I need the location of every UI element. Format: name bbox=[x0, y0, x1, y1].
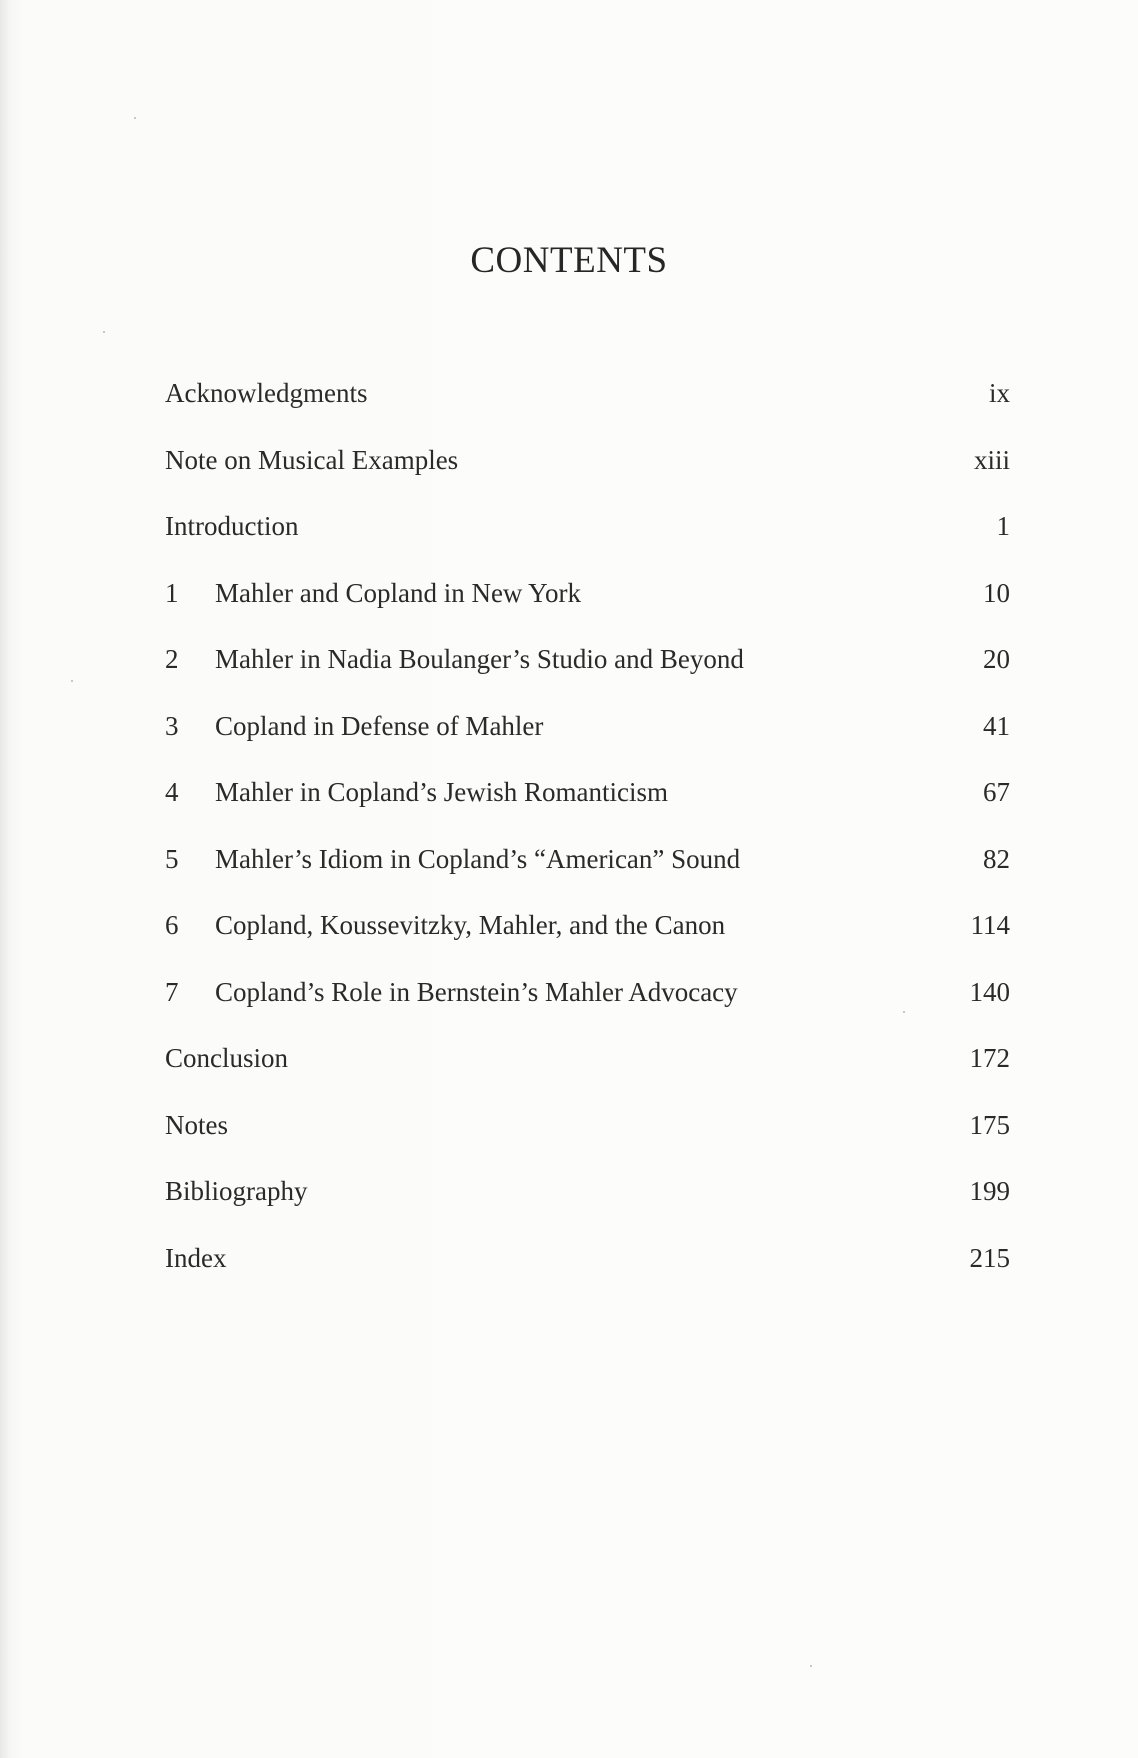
toc-entry bbox=[165, 1241, 1010, 1308]
page-number: 10 bbox=[983, 577, 1010, 608]
toc-entry bbox=[165, 709, 1010, 776]
entry-title: Acknowledgments bbox=[165, 378, 368, 408]
chapter-number: 2 bbox=[165, 644, 179, 674]
page-number: 67 bbox=[983, 777, 1010, 807]
entry-title: Note on Musical Examples bbox=[165, 444, 459, 475]
toc-entry bbox=[165, 975, 1010, 1042]
page-number: 1 bbox=[996, 511, 1010, 541]
table-of-contents bbox=[165, 376, 1010, 1307]
toc-entry bbox=[165, 443, 1010, 510]
entry-title: Mahler’s Idiom in Copland’s “American” Sound bbox=[215, 843, 741, 874]
chapter-number: 3 bbox=[165, 710, 179, 741]
page-number: 199 bbox=[969, 1176, 1010, 1206]
page-number: 172 bbox=[969, 1043, 1010, 1073]
page-number: 20 bbox=[983, 644, 1010, 674]
chapter-number: 6 bbox=[165, 910, 179, 940]
entry-title: Bibliography bbox=[165, 1176, 308, 1206]
entry-title: Copland in Defense of Mahler bbox=[215, 710, 544, 741]
chapter-number: 4 bbox=[165, 777, 179, 807]
toc-entry bbox=[165, 376, 1010, 443]
page-number: 41 bbox=[983, 710, 1010, 741]
chapter-number: 1 bbox=[165, 577, 179, 608]
entry-title: Copland’s Role in Bernstein’s Mahler Advocacy bbox=[215, 976, 738, 1007]
page-number: ix bbox=[988, 378, 1010, 408]
toc-entry bbox=[165, 576, 1010, 643]
paper-speck bbox=[134, 117, 136, 119]
entry-title: Mahler and Copland in New York bbox=[215, 577, 581, 608]
toc-entry bbox=[165, 1041, 1010, 1108]
toc-entry bbox=[165, 842, 1010, 909]
paper-speck bbox=[103, 331, 105, 333]
entry-title: Introduction bbox=[165, 511, 299, 541]
entry-title: Index bbox=[165, 1242, 227, 1273]
chapter-number: 7 bbox=[165, 976, 179, 1007]
toc-entry bbox=[165, 642, 1010, 709]
chapter-number: 5 bbox=[165, 843, 179, 874]
entry-title: Copland, Koussevitzky, Mahler, and the Canon bbox=[215, 910, 726, 940]
toc-entry bbox=[165, 908, 1010, 975]
page-number: 114 bbox=[970, 910, 1010, 940]
entry-title: Notes bbox=[165, 1109, 228, 1140]
toc-entry bbox=[165, 1108, 1010, 1175]
entry-title: Mahler in Copland’s Jewish Romanticism bbox=[215, 777, 668, 807]
contents-heading: CONTENTS bbox=[470, 239, 668, 281]
paper-speck bbox=[810, 1665, 812, 1667]
page-number: 215 bbox=[969, 1242, 1010, 1273]
page-number: 140 bbox=[969, 976, 1010, 1007]
entry-title: Conclusion bbox=[165, 1043, 289, 1073]
toc-entry bbox=[165, 775, 1010, 842]
page-number: 82 bbox=[983, 843, 1010, 874]
toc-entry bbox=[165, 509, 1010, 576]
paper-speck bbox=[71, 680, 73, 682]
entry-title: Mahler in Nadia Boulanger’s Studio and Beyond bbox=[215, 644, 744, 674]
toc-entry bbox=[165, 1174, 1010, 1241]
page-number: xiii bbox=[973, 444, 1010, 475]
page-number: 175 bbox=[969, 1109, 1010, 1140]
